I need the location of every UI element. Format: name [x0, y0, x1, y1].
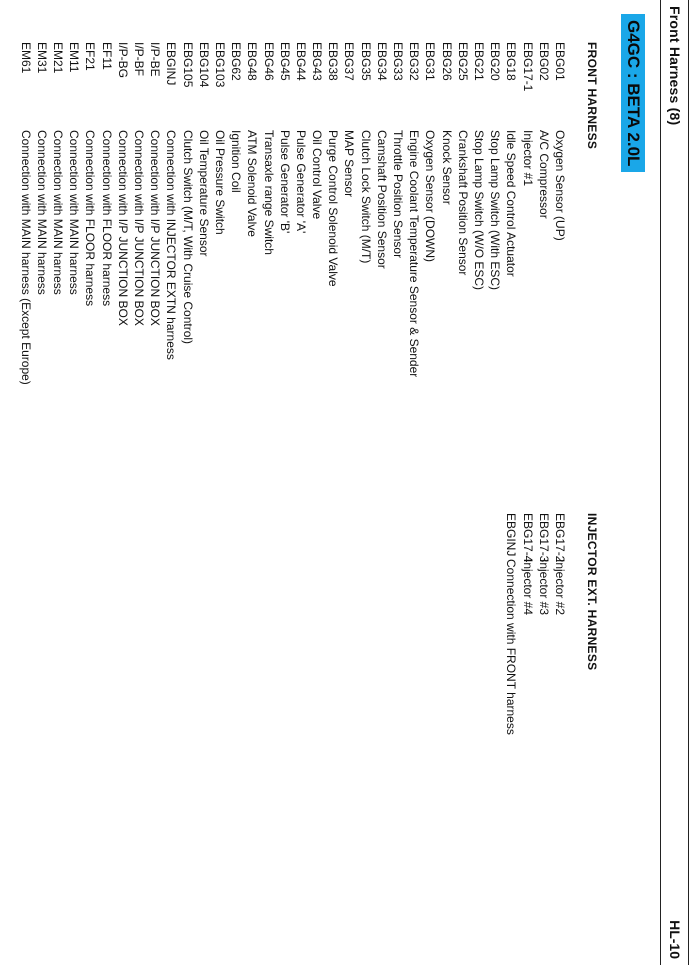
connector-description: Connection with MAIN harness: [67, 130, 82, 295]
connector-description: Connection with MAIN harness: [51, 130, 66, 295]
connector-description: Oil Temperature Sensor: [196, 130, 211, 257]
connector-description: Purge Control Solenoid Valve: [326, 130, 341, 287]
injector-ext-harness-heading: INJECTOR EXT. HARNESS: [585, 513, 599, 671]
connector-description: A/C Compressor: [536, 130, 551, 219]
connector-code: EBG18: [504, 42, 519, 81]
front-harness-connector-list: [18, 42, 568, 385]
connector-description: Oxygen Sensor (DOWN): [423, 130, 438, 263]
connector-row: [163, 42, 179, 385]
connector-row: [180, 42, 196, 385]
connector-code: EBG35: [358, 42, 373, 81]
connector-code: EBG32: [407, 42, 422, 81]
connector-row: [519, 513, 535, 735]
connector-description: Connection with FRONT harness: [504, 559, 519, 735]
connector-description: Connection with MAIN harness: [34, 130, 49, 295]
connector-code: EBG17-2: [552, 513, 567, 563]
connector-row: [82, 42, 98, 385]
connector-row: [455, 42, 471, 385]
connector-row: [471, 42, 487, 385]
connector-description: Stop Lamp Switch (With ESC): [488, 130, 503, 291]
page-number: HL-10: [667, 920, 683, 959]
connector-row: [277, 42, 293, 385]
connector-description: Oxygen Sensor (UP): [552, 130, 567, 241]
connector-description: Camshaft Position Sensor: [374, 130, 389, 269]
connector-description: Injector #3: [536, 559, 551, 616]
connector-description: Connection with INJECTOR EXTN harness: [164, 130, 179, 360]
connector-row: [406, 42, 422, 385]
connector-row: [358, 42, 374, 385]
connector-row: [244, 42, 260, 385]
connector-description: Clutch Lock Switch (M/T): [358, 130, 373, 264]
connector-row: [552, 513, 568, 735]
connector-row: [196, 42, 212, 385]
connector-row: [552, 42, 568, 385]
connector-description: Connection with I/P JUNCTION BOX: [148, 130, 163, 326]
connector-code: EBGINJ: [504, 513, 519, 557]
connector-code: I/P-BG: [115, 42, 130, 79]
connector-code: EBG62: [229, 42, 244, 81]
connector-row: [293, 42, 309, 385]
connector-code: EBG33: [391, 42, 406, 81]
connector-code: EBG20: [488, 42, 503, 81]
connector-row: [147, 42, 163, 385]
connector-description: Connection with FLOOR harness: [99, 130, 114, 307]
connector-row: [260, 42, 276, 385]
connector-row: [309, 42, 325, 385]
connector-row: [325, 42, 341, 385]
front-harness-heading: FRONT HARNESS: [585, 42, 599, 150]
connector-code: EBG104: [196, 42, 211, 88]
connector-code: EBG17-1: [520, 42, 535, 92]
connector-code: EBG46: [261, 42, 276, 81]
connector-code: EBG02: [536, 42, 551, 81]
connector-code: EF21: [83, 42, 98, 71]
page-title: Front Harness (8): [667, 6, 683, 126]
connector-code: EBG25: [455, 42, 470, 81]
connector-code: EBG44: [293, 42, 308, 81]
connector-code: EBG26: [439, 42, 454, 81]
connector-row: [212, 42, 228, 385]
connector-description: Crankshaft Position Sensor: [455, 130, 470, 276]
connector-description: Oil Control Valve: [310, 130, 325, 220]
connector-description: Oil Pressure Switch: [212, 130, 227, 235]
connector-code: EBG17-4: [520, 513, 535, 563]
connector-description: Injector #1: [520, 130, 535, 187]
connector-code: EBG43: [310, 42, 325, 81]
connector-row: [422, 42, 438, 385]
connector-description: Idle Speed Control Actuator: [504, 130, 519, 277]
connector-row: [536, 513, 552, 735]
connector-row: [487, 42, 503, 385]
connector-code: EM31: [34, 42, 49, 74]
connector-code: EBG103: [212, 42, 227, 88]
connector-description: Connection with I/P JUNCTION BOX: [132, 130, 147, 326]
connector-description: Knock Sensor: [439, 130, 454, 205]
connector-description: Engine Coolant Temperature Sensor & Sender: [407, 130, 422, 378]
connector-code: EM21: [51, 42, 66, 74]
connector-code: EBG34: [374, 42, 389, 81]
connector-code: EBG17-3: [536, 513, 551, 563]
connector-code: EF11: [99, 42, 114, 70]
connector-row: [34, 42, 50, 385]
connector-code: EBG37: [342, 42, 357, 81]
connector-description: Throttle Position Sensor: [391, 130, 406, 259]
connector-code: EBG21: [471, 42, 486, 81]
connector-row: [18, 42, 34, 385]
engine-badge: G4GC : BETA 2.0L: [621, 14, 645, 172]
connector-code: EM61: [18, 42, 33, 74]
connector-code: I/P-BE: [148, 42, 163, 77]
connector-row: [131, 42, 147, 385]
connector-row: [374, 42, 390, 385]
connector-description: Transaxle range Switch: [261, 130, 276, 255]
connector-code: EM11: [67, 42, 82, 73]
connector-code: EBGINJ: [164, 42, 179, 86]
connector-code: EBG45: [277, 42, 292, 81]
connector-description: Injector #4: [520, 559, 535, 616]
connector-row: [66, 42, 82, 385]
connector-row: [503, 513, 519, 735]
connector-description: Connection with FLOOR harness: [83, 130, 98, 307]
connector-description: Pulse Generator 'B': [277, 130, 292, 234]
connector-row: [115, 42, 131, 385]
connector-row: [519, 42, 535, 385]
header-divider: [660, 0, 661, 965]
connector-code: EBG01: [552, 42, 567, 81]
connector-description: Stop Lamp Switch (W/O ESC): [471, 130, 486, 291]
connector-code: EBG31: [423, 42, 438, 81]
connector-description: Clutch Switch (M/T, With Cruise Control): [180, 130, 195, 345]
connector-code: EBG38: [326, 42, 341, 81]
connector-row: [99, 42, 115, 385]
connector-row: [228, 42, 244, 385]
connector-description: Ignition Coil: [229, 130, 244, 193]
connector-row: [50, 42, 66, 385]
connector-code: EBG105: [180, 42, 195, 88]
connector-description: ATM Solenoid Valve: [245, 130, 260, 237]
connector-description: Pulse Generator 'A': [293, 130, 308, 234]
connector-row: [536, 42, 552, 385]
connector-description: Connection with MAIN harness (Except Europe): [18, 130, 33, 385]
connector-description: MAP Sensor: [342, 130, 357, 198]
injector-ext-harness-connector-list: [503, 513, 568, 735]
connector-code: EBG48: [245, 42, 260, 81]
connector-row: [341, 42, 357, 385]
connector-description: Connection with I/P JUNCTION BOX: [115, 130, 130, 326]
connector-row: [503, 42, 519, 385]
connector-code: I/P-BF: [132, 42, 147, 77]
connector-row: [390, 42, 406, 385]
connector-row: [439, 42, 455, 385]
connector-description: Injector #2: [552, 559, 567, 616]
